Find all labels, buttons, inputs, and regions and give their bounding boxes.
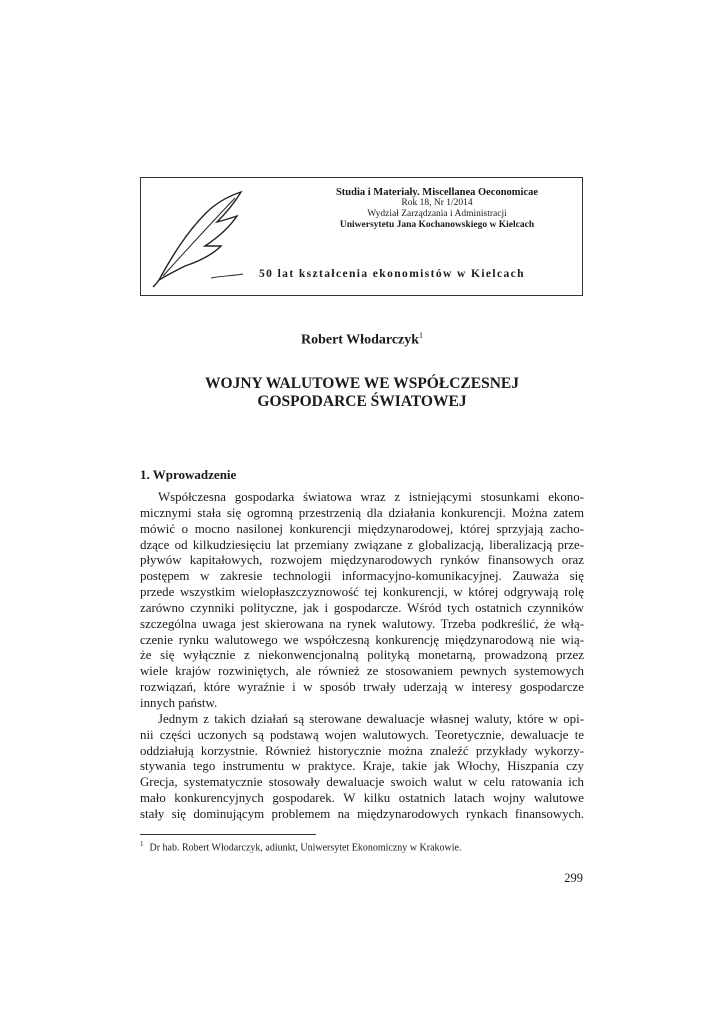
body-line: oddziałują korzystnie. Również historycznie można znaleźć przykłady wykorzy- bbox=[140, 743, 584, 758]
anniversary-line: 50 lat kształcenia ekonomistów w Kielcach bbox=[259, 268, 525, 280]
article-title-line-1: WOJNY WALUTOWE WE WSPÓŁCZESNEJ bbox=[205, 375, 519, 392]
journal-title: Studia i Materiały. Miscellanea Oeconomicae bbox=[335, 187, 539, 198]
body-line: micznymi stała się ogromną przestrzenią dla działania konkurencji. Można zatem bbox=[140, 505, 584, 520]
footnote-divider bbox=[140, 834, 316, 835]
body-line: Grecja, systematycznie stosowały dewaluacje swoich walut w celu ratowania ich bbox=[140, 775, 584, 790]
footnote-text: Dr hab. Robert Włodarczyk, adiunkt, Uniwersytet Ekonomiczny w Krakowie. bbox=[149, 842, 462, 854]
body-line: postępem w zakresie technologii informacyjno-komunikacyjnej. Zauważa się bbox=[140, 569, 584, 584]
body-line: że się wyłącznie z niekonwencjonalną polityką monetarną, prowadzoną przez bbox=[140, 648, 584, 663]
body-line: rozwiązań, które wyraźnie i w sposób trwały uderzają w interesy gospodarcze bbox=[140, 680, 584, 695]
quill-logo-icon bbox=[151, 188, 246, 288]
journal-header-box bbox=[140, 177, 583, 296]
page-number: 299 bbox=[564, 871, 583, 885]
journal-issue: Rok 18, Nr 1/2014 bbox=[401, 198, 473, 208]
footnote bbox=[140, 840, 461, 853]
body-line: wiele krajów rozwiniętych, ale również ze stosowaniem pewnych systemowych bbox=[140, 664, 584, 679]
author-footnote-mark: 1 bbox=[419, 331, 424, 340]
body-line: czenie rynku walutowego we współczesną konkurencję międzynarodową nie wią- bbox=[140, 632, 584, 647]
article-title-line-2: GOSPODARCE ŚWIATOWEJ bbox=[257, 393, 467, 410]
body-line: Jednym z takich działań są sterowane dewaluacje własnej waluty, które w opi- bbox=[158, 711, 584, 726]
body-text bbox=[140, 490, 584, 823]
body-line: stywania tego instrumentu w praktyce. Kraje, takie jak Włochy, Hiszpania czy bbox=[140, 759, 584, 774]
body-line: innych państw. bbox=[140, 695, 218, 710]
body-line: zarówno czynniki polityczne, jak i gospodarcze. Wśród tych ostatnich czynników bbox=[140, 600, 584, 615]
body-line: nii części uczonych są podstawą wojen walutowych. Teoretycznie, dewaluacje te bbox=[140, 727, 584, 742]
body-line: stały się dominującym problemem na międzynarodowych rynkach finansowych. bbox=[140, 806, 584, 821]
footnote-mark: 1 bbox=[140, 840, 144, 848]
body-line: przede wszystkim wielopłaszczyznowość tej konkurencji, w której odgrywają rolę bbox=[140, 585, 584, 600]
article-title bbox=[0, 375, 724, 411]
body-line: szczególna uwaga jest skierowana na rynek walutowy. Trzeba podkreślić, że włą- bbox=[140, 616, 584, 631]
body-line: mało konkurencyjnych gospodarek. W kilku ostatnich latach wojny walutowe bbox=[140, 791, 584, 806]
journal-university: Uniwersytetu Jana Kochanowskiego w Kielcach bbox=[339, 220, 535, 230]
journal-faculty: Wydział Zarządzania i Administracji bbox=[367, 209, 507, 219]
body-line: mówić o mocno nasilonej konkurencji międzynarodowej, której sprzyjają zacho- bbox=[140, 521, 584, 536]
section-heading: 1. Wprowadzenie bbox=[140, 467, 237, 482]
body-line: pływów kapitałowych, rozwojem międzynarodowych rynków finansowych oraz bbox=[140, 553, 584, 568]
author-name bbox=[0, 331, 724, 349]
body-line: Współczesna gospodarka światowa wraz z istniejącymi stosunkami ekono- bbox=[158, 490, 584, 504]
journal-info bbox=[291, 187, 583, 231]
author-name-text: Robert Włodarczyk bbox=[300, 332, 420, 348]
body-line: dzące od kilkudziesięciu lat przemiany związane z globalizacją, liberalizacją prze- bbox=[140, 537, 584, 552]
